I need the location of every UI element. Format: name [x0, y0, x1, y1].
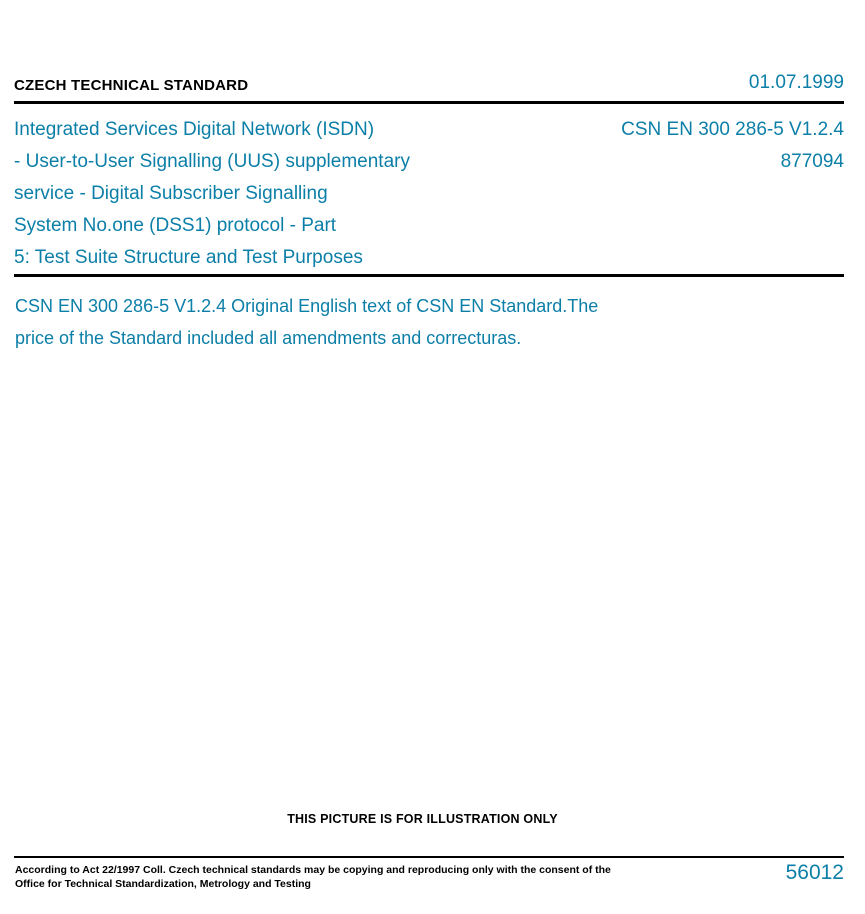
note-block	[15, 290, 805, 354]
standard-type-label: CZECH TECHNICAL STANDARD	[14, 77, 249, 94]
divider-top	[14, 101, 844, 104]
note-line: CSN EN 300 286-5 V1.2.4 Original English text of CSN EN Standard.The	[15, 296, 599, 316]
standard-designation: CSN EN 300 286-5 V1.2.4	[621, 119, 844, 140]
title-line: - User-to-User Signalling (UUS) supplementary	[14, 151, 410, 172]
footer-order-number: 56012	[785, 861, 844, 884]
publication-date: 01.07.1999	[748, 72, 844, 93]
title-line: 5: Test Suite Structure and Test Purposes	[14, 247, 363, 268]
catalog-number: 877094	[780, 151, 844, 172]
title-line: System No.one (DSS1) protocol - Part	[14, 215, 337, 236]
title-line: Integrated Services Digital Network (ISDN)	[14, 119, 375, 140]
divider-bottom	[14, 856, 844, 858]
illustration-caption: THIS PICTURE IS FOR ILLUSTRATION ONLY	[287, 812, 558, 826]
divider-middle	[14, 274, 844, 277]
standard-identifiers	[424, 114, 844, 178]
header	[14, 72, 844, 94]
title-line: service - Digital Subscriber Signalling	[14, 183, 328, 204]
title-block	[14, 114, 844, 269]
footer-disclaimer: According to Act 22/1997 Coll. Czech technical standards may be copying and reproducing only with the consent of the Office for Technical Standardization, Metrology and Testing	[15, 864, 611, 890]
note-line: price of the Standard included all amendments and correcturas.	[15, 328, 522, 348]
